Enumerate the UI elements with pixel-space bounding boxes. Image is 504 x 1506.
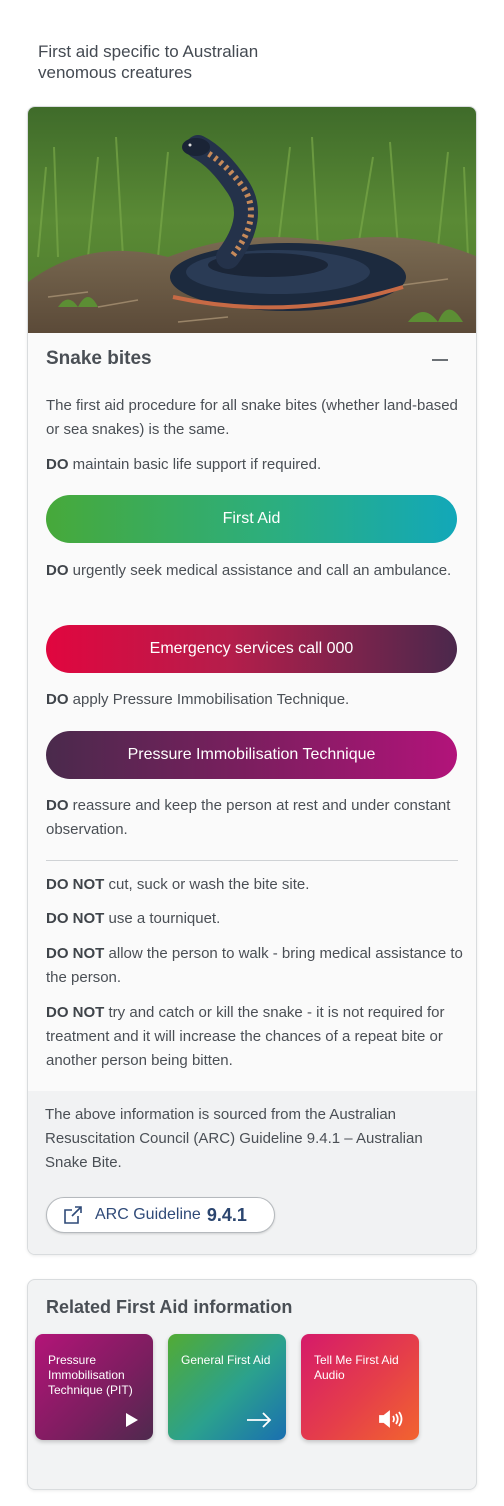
collapse-minus-icon[interactable]	[432, 359, 448, 361]
arc-guideline-number: 9.4.1	[206, 1204, 247, 1225]
do-not-label: DO NOT	[46, 910, 105, 927]
divider	[46, 860, 458, 861]
tile-label: Pressure Immobilisation Technique (PIT)	[48, 1353, 133, 1397]
related-info-card	[27, 1279, 477, 1490]
do-text: urgently seek medical assistance and call an ambulance.	[72, 562, 452, 579]
tile-label: Tell Me First Aid Audio	[314, 1353, 399, 1382]
tile-label: General First Aid	[181, 1353, 271, 1367]
accordion-title: Snake bites	[46, 348, 152, 369]
dont-tourniquet	[46, 907, 464, 931]
do-seek-assistance	[46, 559, 464, 583]
do-basic-life-support	[46, 453, 464, 477]
do-text: reassure and keep the person at rest and under constant observation.	[46, 797, 451, 838]
speaker-icon	[379, 1410, 405, 1428]
do-label: DO	[46, 797, 69, 814]
do-label: DO	[46, 691, 69, 708]
intro-heading: First aid specific to Australian venomous creatures	[38, 42, 259, 82]
dont-walk	[46, 942, 464, 990]
related-title: Related First Aid information	[46, 1297, 293, 1317]
do-apply-pit	[46, 688, 464, 712]
do-label: DO	[46, 456, 69, 473]
external-link-icon	[63, 1205, 83, 1225]
snake-bites-card	[27, 106, 477, 1255]
snake-photo	[28, 107, 477, 333]
intro-paragraph: The first aid procedure for all snake bites (whether land-based or sea snakes) is the same.	[46, 397, 458, 438]
emergency-call-button[interactable]: Emergency services call 000	[46, 625, 457, 673]
arrow-right-icon	[246, 1412, 272, 1428]
do-not-label: DO NOT	[46, 876, 105, 893]
do-not-label: DO NOT	[46, 945, 105, 962]
source-section	[28, 1091, 477, 1255]
tile-general-first-aid[interactable]	[168, 1334, 286, 1440]
dont-cut-suck	[46, 873, 464, 897]
first-aid-button[interactable]: First Aid	[46, 495, 457, 543]
do-reassure	[46, 794, 464, 842]
tile-audio[interactable]	[301, 1334, 419, 1440]
arc-guideline-label: ARC Guideline	[95, 1206, 201, 1223]
pit-button[interactable]: Pressure Immobilisation Technique	[46, 731, 457, 779]
do-text: apply Pressure Immobilisation Technique.	[72, 691, 350, 708]
arc-guideline-link[interactable]	[46, 1197, 275, 1233]
do-text: maintain basic life support if required.	[72, 456, 322, 473]
play-icon	[125, 1412, 139, 1428]
do-not-text: use a tourniquet.	[108, 910, 221, 927]
do-not-text: try and catch or kill the snake - it is not required for treatment and it will increase the chances of a repeat bite or another person being bitten.	[46, 1004, 445, 1069]
do-not-text: cut, suck or wash the bite site.	[108, 876, 310, 893]
do-label: DO	[46, 562, 69, 579]
source-text: The above information is sourced from the Australian Resuscitation Council (ARC) Guideline 9.4.1 – Australian Snake Bite.	[45, 1106, 423, 1171]
do-not-text: allow the person to walk - bring medical assistance to the person.	[46, 945, 463, 986]
dont-catch-snake	[46, 1001, 464, 1073]
tile-pit[interactable]	[35, 1334, 153, 1440]
do-not-label: DO NOT	[46, 1004, 105, 1021]
